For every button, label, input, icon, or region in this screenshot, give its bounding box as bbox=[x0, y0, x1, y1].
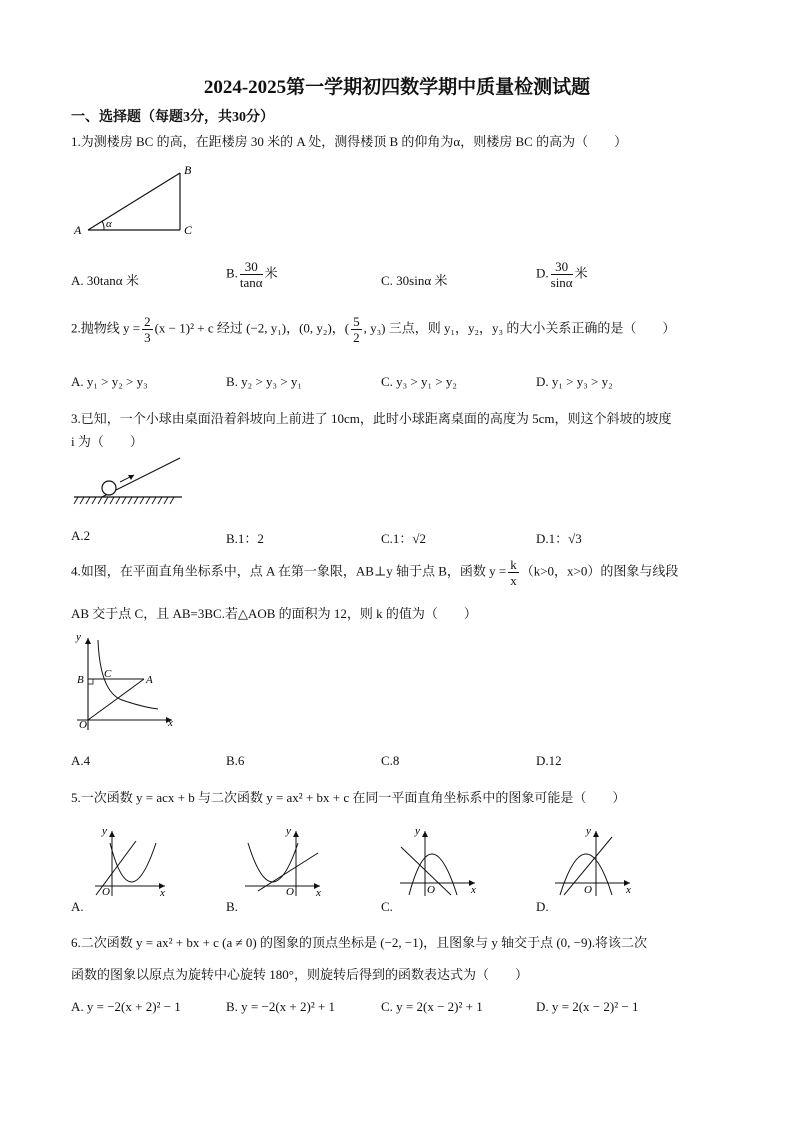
q6-stem-line1: 6.二次函数 y = ax² + bx + c (a ≠ 0) 的图象的顶点坐标是 (−2, −1)，且图象与 y 轴交于点 (0, −9).将该二次 bbox=[71, 935, 648, 950]
q2-option-b: B. y₂ > y₃ > y₁ bbox=[226, 374, 302, 389]
q5-option-b: B. bbox=[226, 899, 238, 914]
q1-stem: 1.为测楼房 BC 的高，在距楼房 30 米的 A 处，测得楼顶 B 的仰角为α，则楼房 BC 的高为（ ） bbox=[71, 134, 628, 149]
section-heading: 一、选择题（每题3分，共30分） bbox=[71, 110, 274, 125]
q1-label-a: A bbox=[74, 223, 82, 237]
page-title: 2024-2025第一学期初四数学期中质量检测试题 bbox=[203, 77, 591, 98]
q5c-y-label: y bbox=[415, 825, 420, 837]
q5d-origin-label: O bbox=[584, 884, 592, 896]
q4-option-a: A.4 bbox=[71, 753, 91, 768]
q2-option-c: C. y₃ > y₁ > y₂ bbox=[381, 374, 457, 389]
q6-stem-line2: 函数的图象以原点为旋转中心旋转 180°，则旋转后得到的函数表达式为（ ） bbox=[71, 967, 528, 982]
q1-label-alpha: α bbox=[106, 218, 112, 230]
q5-option-a: A. bbox=[71, 899, 84, 914]
q1-option-a: A. 30tanα 米 bbox=[71, 273, 139, 288]
q5d-x-label: x bbox=[626, 884, 631, 896]
q5b-y-label: y bbox=[286, 825, 291, 837]
q5a-y-label: y bbox=[102, 825, 107, 837]
q4-coordinate-figure bbox=[72, 632, 182, 732]
q5b-origin-label: O bbox=[286, 886, 294, 898]
q5c-x-label: x bbox=[471, 884, 476, 896]
q3-slope-figure bbox=[72, 455, 187, 510]
q5a-x-label: x bbox=[160, 887, 165, 899]
q6-option-d: D. y = 2(x − 2)² − 1 bbox=[536, 999, 639, 1014]
q1-option-c: C. 30sinα 米 bbox=[381, 273, 448, 288]
q5-graph-b bbox=[240, 823, 330, 898]
q1-option-b: B. $\frac{30}{\tan\alpha}$ 米 bbox=[226, 259, 278, 290]
q5-graph-c bbox=[395, 823, 485, 898]
q4-option-d: D.12 bbox=[536, 753, 562, 768]
q5-graph-d bbox=[550, 823, 640, 898]
q1-label-c: C bbox=[184, 223, 193, 237]
q1-option-d: D. $\frac{30}{\sin\alpha}$ 米 bbox=[536, 259, 588, 290]
q4-axis-y-label: y bbox=[76, 631, 81, 643]
q4-stem-line1: 4.如图，在平面直角坐标系中，点 A 在第一象限，AB⊥y 轴于点 B，函数 y = $\frac{k}{x}$ （k>0，x>0）的图象与线段 bbox=[71, 557, 679, 588]
q4-axis-x-label: x bbox=[168, 717, 173, 729]
q2-stem: 2.抛物线 y = $\frac{2}{3}$ (x − 1)² + c 经过 (−2, y₁)，(0, y₂)，( $\frac{5}{2}$ , y₃) 三点，则 y₁，y₂，y₃ 的大小关系正确的是（ ） bbox=[71, 314, 676, 345]
q1-label-b: B bbox=[184, 163, 192, 177]
q5a-origin-label: O bbox=[102, 886, 110, 898]
q4-origin-label: O bbox=[79, 719, 87, 731]
q4-label-b: B bbox=[77, 674, 84, 686]
q6-option-b: B. y = −2(x + 2)² + 1 bbox=[226, 999, 336, 1014]
q3-stem-line1: 3.已知，一个小球由桌面沿着斜坡向上前进了 10cm，此时小球距离桌面的高度为 5cm，则这个斜坡的坡度 bbox=[71, 411, 672, 426]
q5-stem: 5.一次函数 y = acx + b 与二次函数 y = ax² + bx + c 在同一平面直角坐标系中的图象可能是（ ） bbox=[71, 790, 626, 805]
q3-option-d: D.1：√3 bbox=[536, 531, 582, 546]
q6-option-a: A. y = −2(x + 2)² − 1 bbox=[71, 999, 181, 1014]
q3-stem-line2: i 为（ ） bbox=[71, 434, 143, 449]
q4-label-c: C bbox=[104, 668, 112, 680]
q2-option-d: D. y₁ > y₃ > y₂ bbox=[536, 374, 613, 389]
q5-option-d: D. bbox=[536, 899, 549, 914]
q5b-x-label: x bbox=[316, 887, 321, 899]
q5c-origin-label: O bbox=[427, 884, 435, 896]
q6-option-c: C. y = 2(x − 2)² + 1 bbox=[381, 999, 483, 1014]
q3-option-a: A.2 bbox=[71, 528, 91, 543]
q2-option-a: A. y₁ > y₂ > y₃ bbox=[71, 374, 148, 389]
q4-option-c: C.8 bbox=[381, 753, 400, 768]
q5-option-c: C. bbox=[381, 899, 393, 914]
q1-triangle-figure bbox=[70, 160, 210, 240]
q4-stem-line2: AB 交于点 C，且 AB=3BC.若△AOB 的面积为 12，则 k 的值为（ ） bbox=[71, 606, 477, 621]
q5d-y-label: y bbox=[586, 825, 591, 837]
q5-graph-a bbox=[90, 823, 175, 898]
q3-option-b: B.1：2 bbox=[226, 531, 264, 546]
q4-label-a: A bbox=[146, 674, 153, 686]
q4-option-b: B.6 bbox=[226, 753, 245, 768]
q3-option-c: C.1：√2 bbox=[381, 531, 427, 546]
